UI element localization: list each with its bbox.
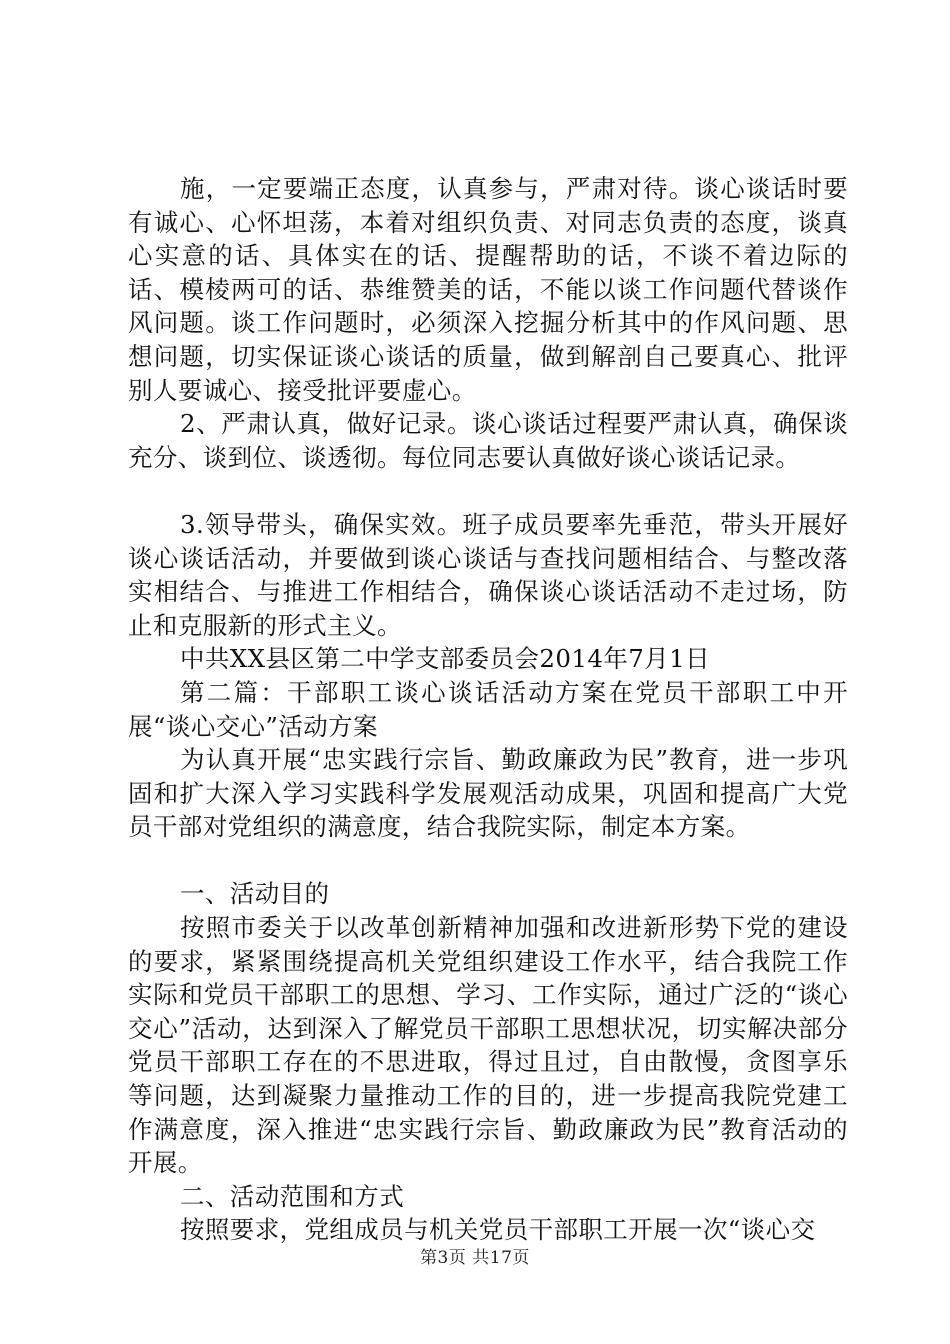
paragraph-introduction: 为认真开展“忠实践行宗旨、勤政廉政为民”教育，进一步巩固和扩大深入学习实践科学发展观活动成果，巩固和提高广大党员干部对党组织的满意度，结合我院实际，制定本方案。	[128, 745, 848, 842]
heading-activity-scope: 二、活动范围和方式	[180, 1181, 405, 1211]
paragraph-talk-attitude: 施，一定要端正态度，认真参与，严肃对待。谈心谈话时要有诚心、心怀坦荡，本着对组织负责、对同志负责的态度，谈真心实意的话、具体实在的话、提醒帮助的话，不谈不着边际的话、模棱两可的话、恭维赞美的话，不能以谈工作问题代替谈作风问题。谈工作问题时，必须深入挖掘分析其中的作风问题、思想问题，切实保证谈心谈话的质量，做到解剖自己要真心、批评别人要诚心、接受批评要虚心。	[128, 174, 848, 405]
paragraph-leaders-lead: 3.领导带头，确保实效。班子成员要率先垂范，带头开展好谈心谈话活动，并要做到谈心谈话与查找问题相结合、与整改落实相结合、与推进工作相结合，确保谈心谈话活动不走过场，防止和克服新的形式主义。	[128, 509, 848, 640]
heading-activity-purpose: 一、活动目的	[180, 879, 330, 909]
page-number: 第3页 共17页	[420, 1248, 530, 1268]
paragraph-activity-scope: 按照要求，党组成员与机关党员干部职工开展一次“谈心交	[180, 1215, 816, 1245]
document-body	[128, 172, 848, 1247]
section-title-part-two: 第二篇：干部职工谈心谈话活动方案在党员干部职工中开展“谈心交心”活动方案	[128, 677, 848, 741]
paragraph-serious-records: 2、严肃认真，做好记录。谈心谈话过程要严肃认真，确保谈充分、谈到位、谈透彻。每位同志要认真做好谈心谈话记录。	[128, 409, 848, 472]
paragraph-gap	[128, 474, 848, 508]
signature-line: 中共XX县区第二中学支部委员会2014年7月1日	[180, 644, 711, 674]
paragraph-activity-purpose: 按照市委关于以改革创新精神加强和改进新形势下党的建设的要求，紧紧围绕提高机关党组织建设工作水平，结合我院工作实际和党员干部职工的思想、学习、工作实际，通过广泛的“谈心交心”活动，达到深入了解党员干部职工思想状况，切实解决部分党员干部职工存在的不思进取，得过且过，自由散慢，贪图享乐等问题，达到凝聚力量推动工作的目的，进一步提高我院党建工作满意度，深入推进“忠实践行宗旨、勤政廉政为民”教育活动的开展。	[128, 913, 848, 1178]
paragraph-gap	[128, 844, 848, 878]
